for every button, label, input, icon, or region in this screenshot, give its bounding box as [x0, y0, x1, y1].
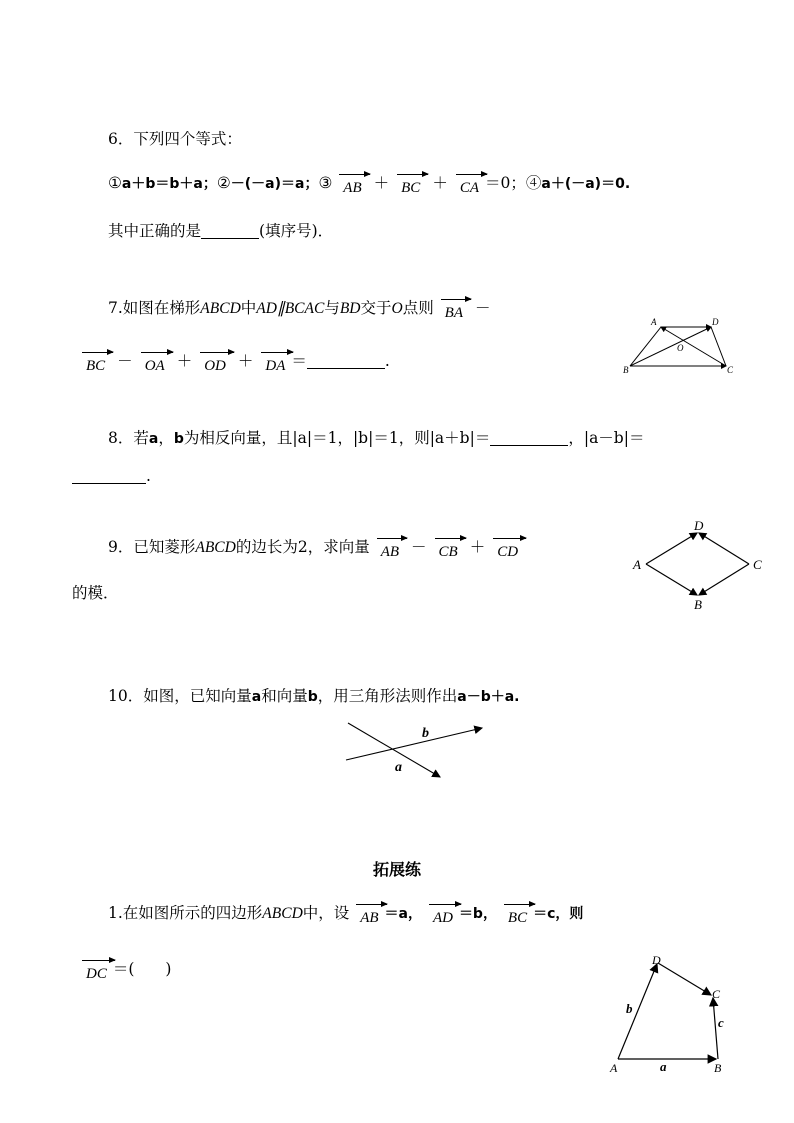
q10-mid2: ，用三角形法则作出: [317, 687, 458, 705]
q8-amb: |a－b|: [583, 429, 629, 447]
label-D: D: [652, 953, 661, 967]
label-a: a: [395, 760, 402, 775]
vector-OD: OD: [202, 355, 228, 377]
label-C: C: [712, 987, 721, 1001]
q9-t1: ABCD: [195, 539, 236, 556]
label-D: D: [712, 317, 719, 327]
vector-AB: AB: [341, 177, 363, 199]
vector-BC: BC: [84, 355, 107, 377]
q6-ask-post: (填序号)．: [259, 222, 334, 240]
q6-equations: [108, 172, 630, 199]
q9-line2: 的模．: [72, 584, 119, 602]
label-B: B: [623, 365, 629, 375]
q8-pre: 8．若: [108, 429, 149, 447]
q8-ma: |a|: [292, 429, 313, 447]
q8-mb: |b|: [352, 429, 374, 447]
label-a: a: [660, 1059, 667, 1074]
q8-mid: 为相反向量，且: [183, 429, 293, 447]
label-B: B: [694, 597, 702, 612]
e1-pre: 1.在如图所示的四边形: [108, 904, 263, 922]
label-O: O: [677, 343, 684, 353]
q10-mid: 和向量: [261, 687, 308, 705]
e1-mid: 中，设: [302, 904, 350, 922]
q8-apb: |a＋b|: [429, 429, 475, 447]
minus-sign: －: [411, 538, 427, 556]
q7-t3: BD: [339, 300, 361, 317]
q6-ask-pre: 其中正确的是: [108, 222, 202, 240]
e1-e3: ＝c，则: [533, 906, 584, 922]
answer-blank[interactable]: [490, 445, 568, 446]
q10-expr: a－b＋a.: [457, 689, 520, 705]
plus-sign: ＋: [237, 352, 254, 370]
q9-mid2: ，求向量: [307, 538, 370, 556]
period: .: [146, 467, 151, 485]
vector-BA: BA: [443, 302, 465, 324]
vector-BC: BC: [399, 177, 422, 199]
section-title: 拓展练: [372, 860, 421, 879]
q8-line1: [108, 427, 644, 450]
q7-t2: AD∥BCAC: [256, 300, 325, 317]
q6-eq2: －(－a)＝a；: [230, 176, 319, 192]
q7-t1: ABCD: [200, 300, 241, 317]
q8-e1: ＝1，: [312, 429, 353, 447]
q6-ask: [108, 220, 333, 242]
q6-eq3-tail: ＝0；: [485, 174, 526, 192]
q7-line2: [80, 350, 390, 377]
q9-mid: 的边长为: [235, 538, 298, 556]
circled-2: ②: [216, 174, 231, 192]
equals-sign: ＝: [474, 429, 491, 447]
label-c: c: [718, 1015, 724, 1030]
label-D: D: [694, 518, 704, 533]
q6-title: 6．下列四个等式：: [108, 130, 242, 148]
quadrilateral-figure: [605, 950, 735, 1080]
plus-sign: ＋: [469, 538, 486, 556]
vector-DA: DA: [263, 355, 287, 377]
q7-mid4: 点则: [402, 299, 434, 317]
q8-a: a: [148, 431, 159, 447]
vector-OA: OA: [143, 355, 167, 377]
q10-pre: 10．如图，已知向量: [108, 687, 252, 705]
q6-eq4: a＋(－a)＝0.: [541, 176, 631, 192]
vector-BC: BC: [506, 907, 529, 929]
equals-sign: ＝: [628, 429, 645, 447]
q8-line2: [72, 465, 151, 487]
answer-blank[interactable]: [201, 238, 259, 239]
equals-sign: ＝: [291, 352, 307, 370]
q9-num: 2: [297, 538, 308, 556]
vector-DC: DC: [84, 963, 109, 985]
e1-e1: ＝a，: [384, 906, 422, 922]
q10-line: [108, 685, 519, 708]
answer-blank[interactable]: [72, 483, 146, 484]
e1-line2: [80, 958, 171, 985]
vectors-figure: [340, 715, 500, 785]
q8-sep: ，: [568, 429, 584, 447]
trapezoid-figure: [615, 312, 745, 378]
label-b: b: [626, 1001, 633, 1016]
q7-pre: 7.如图在梯形: [108, 299, 201, 317]
circled-3: ③: [318, 174, 333, 192]
label-b: b: [422, 726, 429, 741]
q10-a: a: [251, 689, 262, 705]
vector-AD: AD: [431, 907, 455, 929]
label-A: A: [610, 1061, 618, 1075]
q7-mid3: 交于: [360, 299, 392, 317]
e1-e4: ＝( ): [112, 960, 172, 978]
plus-sign: ＋: [373, 174, 390, 192]
label-B: B: [714, 1061, 722, 1075]
e1-line1: [108, 902, 583, 929]
q9-line1: [108, 536, 524, 563]
vector-AB: AB: [358, 907, 380, 929]
circled-1: ①: [108, 174, 122, 192]
q8-comma: ，: [158, 429, 174, 447]
q8-e2: ＝1，则: [373, 429, 430, 447]
plus-sign: ＋: [432, 174, 448, 192]
q7-line1: [108, 297, 497, 324]
minus-sign: －: [475, 299, 491, 317]
q9-pre: 9．已知菱形: [108, 538, 196, 556]
vector-AB: AB: [379, 541, 401, 563]
vector-CD: CD: [495, 541, 520, 563]
e1-t1: ABCD: [262, 905, 303, 922]
q7-t4: O: [391, 300, 403, 317]
period: .: [384, 352, 390, 370]
q6-eq1: a＋b＝b＋a；: [121, 176, 217, 192]
vector-CA: CA: [458, 177, 481, 199]
label-A: A: [633, 557, 641, 572]
label-C: C: [753, 557, 762, 572]
label-C: C: [727, 365, 734, 375]
rhombus-figure: [628, 515, 768, 615]
q10-b: b: [307, 689, 318, 705]
q8-b: b: [173, 431, 184, 447]
circled-4: ④: [525, 174, 542, 192]
vector-CB: CB: [437, 541, 460, 563]
e1-e2: ＝b，: [458, 906, 497, 922]
answer-blank[interactable]: [307, 368, 385, 369]
label-A: A: [651, 317, 657, 327]
minus-sign: －: [117, 352, 133, 370]
q7-mid1: 中: [240, 299, 257, 317]
plus-sign: ＋: [176, 352, 193, 370]
q7-mid2: 与: [324, 299, 340, 317]
